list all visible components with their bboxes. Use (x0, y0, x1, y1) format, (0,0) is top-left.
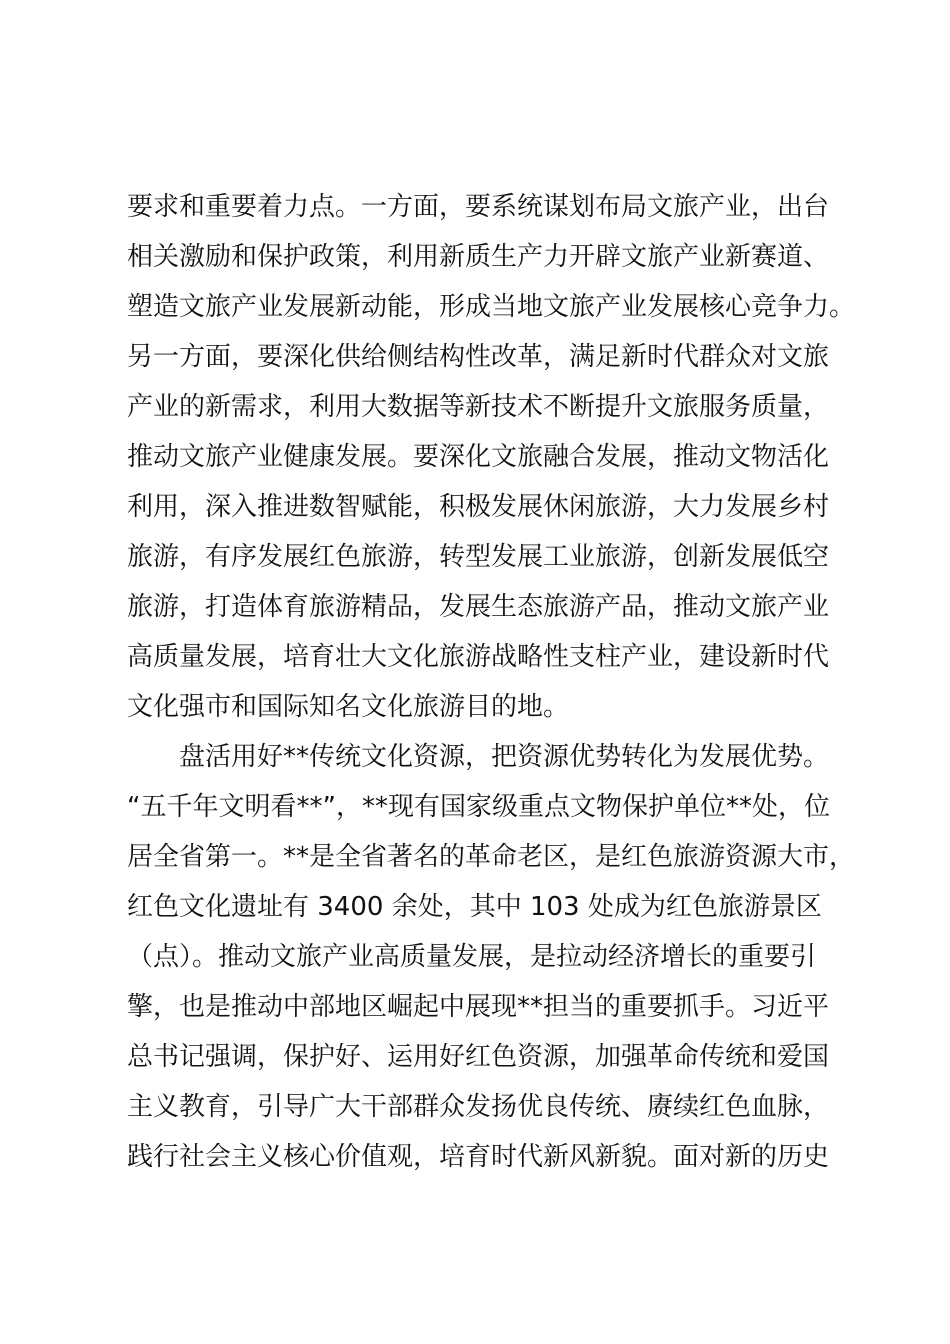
text-line: 利用，深入推进数智赋能，积极发展休闲旅游，大力发展乡村 (127, 492, 830, 522)
text-line: 产业的新需求，利用大数据等新技术不断提升文旅服务质量， (127, 392, 830, 422)
text-line: 相关激励和保护政策，利用新质生产力开辟文旅产业新赛道、 (127, 242, 830, 272)
text-line: 要求和重要着力点。一方面，要系统谋划布局文旅产业，出台 (127, 192, 830, 222)
text-line: 文化强市和国际知名文化旅游目的地。 (127, 692, 570, 722)
text-line: “五千年文明看**”，**现有国家级重点文物保护单位**处，位 (127, 792, 830, 822)
body-text (127, 182, 857, 1182)
text-line: （点）。推动文旅产业高质量发展，是拉动经济增长的重要引 (127, 942, 817, 972)
text-line: 擎，也是推动中部地区崛起中展现**担当的重要抓手。习近平 (127, 992, 830, 1022)
text-line: 居全省第一。**是全省著名的革命老区，是红色旅游资源大市， (127, 842, 856, 872)
text-line: 推动文旅产业健康发展。要深化文旅融合发展，推动文物活化 (127, 442, 830, 472)
text-line: 另一方面，要深化供给侧结构性改革，满足新时代群众对文旅 (127, 342, 830, 372)
text-line: 旅游，打造体育旅游精品，发展生态旅游产品，推动文旅产业 (127, 592, 830, 622)
text-line: 红色文化遗址有 3400 余处，其中 103 处成为红色旅游景区 (127, 892, 822, 922)
text-line: 践行社会主义核心价值观，培育时代新风新貌。面对新的历史 (127, 1142, 830, 1172)
text-line: 塑造文旅产业发展新动能，形成当地文旅产业发展核心竞争力。 (127, 292, 856, 322)
text-line: 总书记强调，保护好、运用好红色资源，加强革命传统和爱国 (127, 1042, 830, 1072)
text-line: 盘活用好**传统文化资源，把资源优势转化为发展优势。 (127, 742, 830, 772)
text-line: 主义教育，引导广大干部群众发扬优良传统、赓续红色血脉， (127, 1092, 830, 1122)
text-line: 高质量发展，培育壮大文化旅游战略性支柱产业，建设新时代 (127, 642, 830, 672)
text-line: 旅游，有序发展红色旅游，转型发展工业旅游，创新发展低空 (127, 542, 830, 572)
